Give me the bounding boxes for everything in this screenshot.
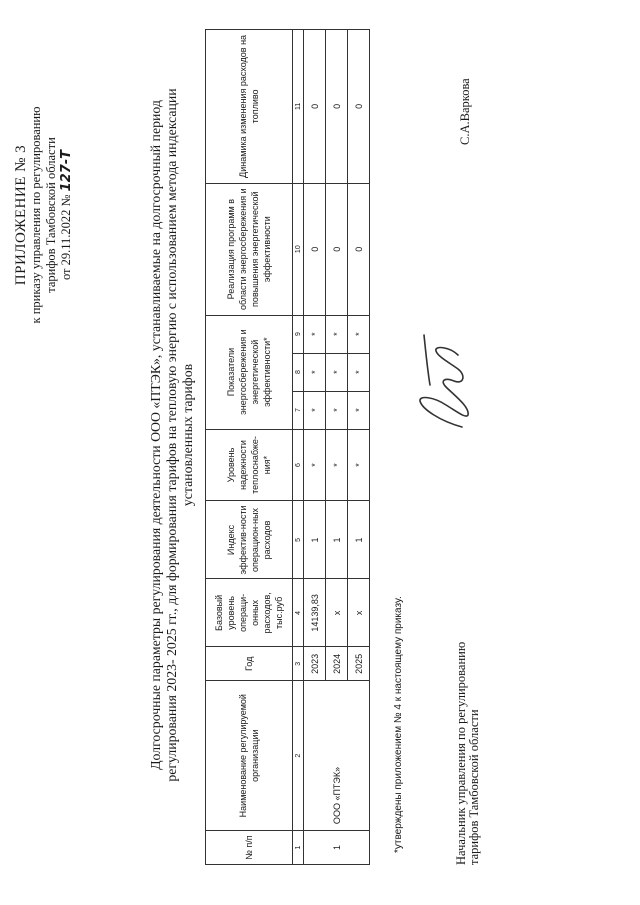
col-number: 2 xyxy=(293,681,304,831)
header-num: № п/п xyxy=(206,831,293,865)
column-number-row xyxy=(293,30,304,865)
year-cell: 2025 xyxy=(348,647,370,681)
title-line-1: Долгосрочные параметры регулирования деятельности ООО «ПТЭК», устанавливаемые на долгосрочный период xyxy=(148,100,163,770)
energy-indicator-cell: * xyxy=(326,315,348,353)
title-line-3: установленных тарифов xyxy=(180,363,195,507)
fuel-dynamics-cell: 0 xyxy=(304,30,326,184)
programs-cell: 0 xyxy=(348,183,370,315)
header-reliability: Уровень надежности теплоснабже-ния* xyxy=(206,429,293,501)
document-title xyxy=(148,55,196,815)
efficiency-index-cell: 1 xyxy=(304,501,326,579)
header-programs: Реализация программ в области энергосбережения и повышения энергетической эффективности xyxy=(206,183,293,315)
header-efficiency-index: Индекс эффектив-ности операцион-ных расходов xyxy=(206,501,293,579)
energy-indicator-cell: * xyxy=(348,315,370,353)
reliability-cell: * xyxy=(348,429,370,501)
appendix-header xyxy=(14,45,74,385)
energy-indicator-cell: * xyxy=(304,315,326,353)
title-line-2: регулирования 2023- 2025 гг., для формирования тарифов на тепловую энергию с использованием метода индексации xyxy=(164,88,179,782)
handwritten-order-number: 127-Т xyxy=(59,149,74,192)
base-opex-cell: x xyxy=(326,579,348,647)
col-number: 4 xyxy=(293,579,304,647)
reliability-cell: * xyxy=(304,429,326,501)
col-number: 3 xyxy=(293,647,304,681)
handwritten-signature xyxy=(410,325,480,435)
energy-indicator-cell: * xyxy=(304,353,326,391)
col-number: 8 xyxy=(293,353,304,391)
year-cell: 2023 xyxy=(304,647,326,681)
appendix-line-date xyxy=(59,45,74,385)
parameters-table xyxy=(205,29,370,865)
energy-indicator-cell: * xyxy=(326,353,348,391)
col-number: 9 xyxy=(293,315,304,353)
programs-cell: 0 xyxy=(326,183,348,315)
footnote: *утверждены приложением № 4 к настоящему приказу. xyxy=(393,596,404,853)
col-number: 10 xyxy=(293,183,304,315)
order-date: от 29.11.2022 № xyxy=(59,194,73,281)
appendix-title: ПРИЛОЖЕНИЕ № 3 xyxy=(13,144,29,286)
header-org: Наименование регулируемой организации xyxy=(206,681,293,831)
efficiency-index-cell: 1 xyxy=(326,501,348,579)
table-header-row xyxy=(206,30,293,865)
col-number: 11 xyxy=(293,30,304,184)
col-number: 7 xyxy=(293,391,304,429)
fuel-dynamics-cell: 0 xyxy=(326,30,348,184)
org-name-cell: ООО «ПТЭК» xyxy=(304,681,370,831)
appendix-line-authority: тарифов Тамбовской области xyxy=(44,137,58,293)
signatory-name: С.А.Варкова xyxy=(458,78,472,145)
header-base-opex: Базовый уровень операци-онных расходов, тыс.руб xyxy=(206,579,293,647)
base-opex-cell: x xyxy=(348,579,370,647)
year-cell: 2024 xyxy=(326,647,348,681)
reliability-cell: * xyxy=(326,429,348,501)
header-energy-indicators: Показатели энергосбережения и энергетической эффективности* xyxy=(206,315,293,429)
header-fuel-dynamics: Динамика изменения расходов на топливо xyxy=(206,30,293,184)
programs-cell: 0 xyxy=(304,183,326,315)
signatory-position-line-2: тарифов Тамбовской области xyxy=(467,709,481,865)
signatory-position xyxy=(455,505,481,865)
org-number-cell: 1 xyxy=(304,831,370,865)
efficiency-index-cell: 1 xyxy=(348,501,370,579)
fuel-dynamics-cell: 0 xyxy=(348,30,370,184)
appendix-line-order: к приказу управления по регулированию xyxy=(29,106,43,324)
energy-indicator-cell: * xyxy=(326,391,348,429)
energy-indicator-cell: * xyxy=(304,391,326,429)
header-year: Год xyxy=(206,647,293,681)
energy-indicator-cell: * xyxy=(348,391,370,429)
table-row xyxy=(304,30,326,865)
signatory-position-line-1: Начальник управления по регулированию xyxy=(454,641,468,865)
energy-indicator-cell: * xyxy=(348,353,370,391)
base-opex-cell: 14139,83 xyxy=(304,579,326,647)
col-number: 1 xyxy=(293,831,304,865)
col-number: 6 xyxy=(293,429,304,501)
col-number: 5 xyxy=(293,501,304,579)
